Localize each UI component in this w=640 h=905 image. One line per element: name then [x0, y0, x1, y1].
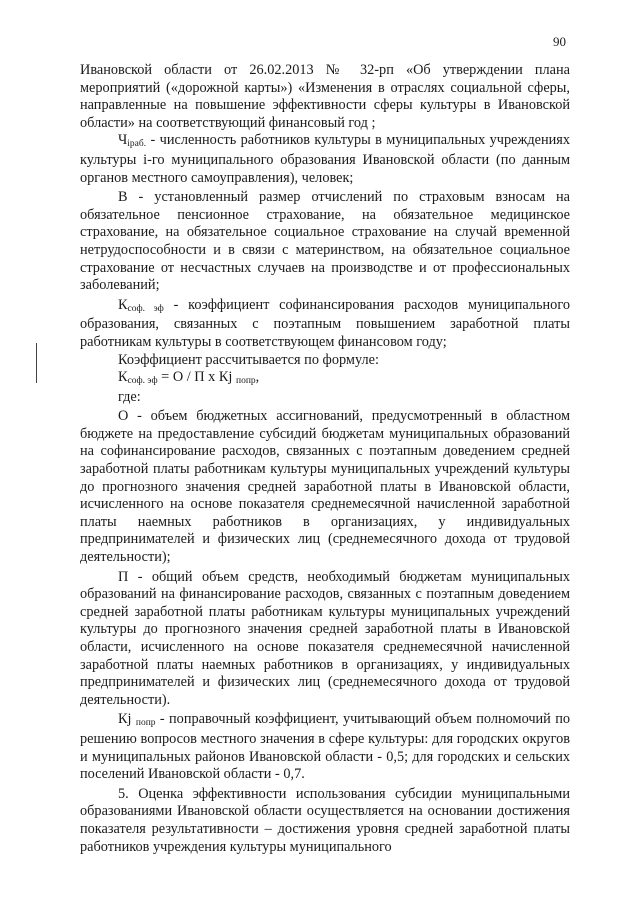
symbol-kj: Кj [118, 711, 132, 728]
formula-subscript-1: соф. эф [127, 376, 158, 387]
paragraph-plan-reference: Ивановской области от 26.02.2013 № 32-рп «Об утверждении плана мероприятий («дорожной карты») «Изменения в отраслях социальной сферы, направленные на повышение эффективности сферы культуры в Ивановской области» на соответствующий финансовый год ; [80, 62, 570, 131]
symbol-kj-subscript: попр [135, 718, 156, 729]
symbol-k-subscript: соф. эф [127, 303, 164, 314]
paragraph-efficiency-assessment: 5. Оценка эффективности использования субсидии муниципальными образованиями Ивановской области осуществляется на основании достижения показателя результативности – достижения уровня средней заработной платы работников учреждения культуры муниципального [80, 785, 570, 855]
paragraph-o-definition: О - объем бюджетных ассигнований, предусмотренный в областном бюджете на предоставление субсидий бюджетам муниципальных образований на софинансирование расходов, связанных с поэтапным доведением средней заработной платы работникам культуры муниципальных учреждений культуры до прогнозного значения средней заработной платы в Ивановской области, исчисленного на основе показателя среднемесячной начисленной заработной платы наемных работников в организациях, у индивидуальных предпринимателей и физических лиц (среднемесячного дохода от трудовой деятельности); [80, 408, 570, 566]
formula-line [80, 369, 570, 389]
symbol-k: К [118, 296, 128, 313]
symbol-ch-subscript: iраб. [127, 139, 147, 150]
paragraph-correction-coef-text: - поправочный коэффициент, учитывающий объем полномочий по решению вопросов местного значения в сфере культуры: для городских округов и муниципальных районов Ивановской области - 0,5; для городских и сельских поселений Ивановской области - 0,7. [80, 711, 570, 783]
formula-symbol: К [118, 369, 128, 386]
paragraph-worker-count [80, 132, 570, 187]
page-number: 90 [553, 34, 566, 49]
paragraph-correction-coef [80, 711, 570, 783]
paragraph-where: где: [118, 388, 141, 405]
formula-end: , [255, 369, 260, 386]
paragraph-p-definition: П - общий объем средств, необходимый бюджетам муниципальных образований на финансирование расходов, связанных с поэтапным доведением средней заработной платы работникам культуры муниципальных учреждений культуры до прогнозного значения средней заработной платы в Ивановской области, исчисленного на основе показателя среднемесячной начисленной заработной платы наемных работников в организациях, у индивидуальных предпринимателей и физических лиц (среднемесячного дохода от трудовой деятельности). [80, 568, 570, 708]
document-body [80, 62, 570, 856]
paragraph-insurance-rate: В - установленный размер отчислений по страховым взносам на обязательное пенсионное страхование, на обязательное медицинское страхование, на обязательное социальное страхование на случай временной нетрудоспособности и в связи с материнством, на обязательное социальное страхование от несчастных случаев на производстве и от профессиональных заболеваний; [80, 189, 570, 294]
margin-mark [36, 343, 37, 383]
paragraph-worker-count-text: - численность работников культуры в муниципальных учреждениях культуры i-го муниципального образования Ивановской области (по данным органов местного самоуправления), человек; [80, 132, 570, 186]
formula-body: = О / П х Кj [157, 369, 236, 386]
paragraph-formula-intro: Коэффициент рассчитывается по формуле: [118, 351, 379, 368]
paragraph-cofinancing-coef [80, 297, 570, 352]
formula-subscript-2: попр [235, 376, 256, 387]
paragraph-cofinancing-coef-text: - коэффициент софинансирования расходов муниципального образования, связанных с поэтапным повышением заработной платы работникам культуры в соответствующем финансовом году; [80, 296, 570, 350]
symbol-ch: Ч [118, 132, 128, 149]
